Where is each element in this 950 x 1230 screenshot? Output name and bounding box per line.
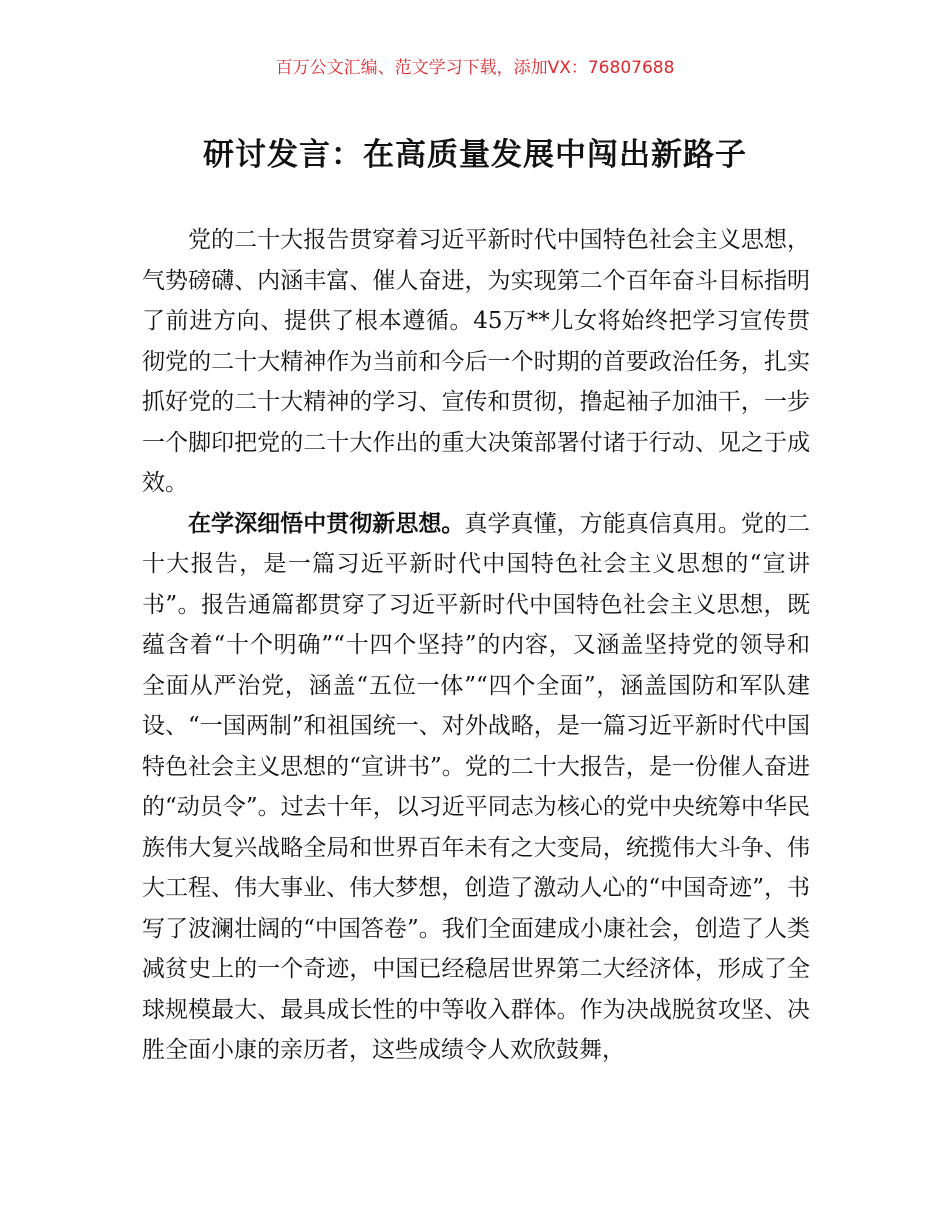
- header-banner: 百万公文汇编、范文学习下载，添加VX：76807688: [275, 58, 675, 78]
- paragraph-new-thought: [142, 504, 810, 1071]
- paragraph-new-thought-text: 真学真懂，方能真信真用。党的二十大报告，是一篇习近平新时代中国特色社会主义思想的“宣讲书”。报告通篇都贯穿了习近平新时代中国特色社会主义思想，既蕴含着“十个明确”“十四个坚持”的内容，又涵盖坚持党的领导和全面从严治党，涵盖“五位一体”“四个全面”，涵盖国防和军队建设、“一国两制”和祖国统一、对外战略，是一篇习近平新时代中国特色社会主义思想的“宣讲书”。党的二十大报告，是一份催人奋进的“动员令”。过去十年，以习近平同志为核心的党中央统筹中华民族伟大复兴战略全局和世界百年未有之大变局，统揽伟大斗争、伟大工程、伟大事业、伟大梦想，创造了激动人心的“中国奇迹”，书写了波澜壮阔的“中国答卷”。我们全面建成小康社会，创造了人类减贫史上的一个奇迹，中国已经稳居世界第二大经济体，形成了全球规模最大、最具成长性的中等收入群体。作为决战脱贫攻坚、决胜全面小康的亲历者，这些成绩令人欢欣鼓舞，: [142, 510, 811, 1063]
- paragraph-heading: 在学深细悟中贯彻新思想。: [188, 509, 465, 537]
- paragraph-intro-text: 党的二十大报告贯穿着习近平新时代中国特色社会主义思想，气势磅礴、内涵丰富、催人奋进，为实现第二个百年奋斗目标指明了前进方向、提供了根本遵循。45万**儿女将始终把学习宣传贯彻党的二十大精神作为当前和今后一个时期的首要政治任务，扎实抓好党的二十大精神的学习、宣传和贯彻，撸起袖子加油干，一步一个脚印把党的二十大作出的重大决策部署付诸于行动、见之于成效。: [142, 227, 810, 496]
- document-body: [142, 220, 810, 1071]
- paragraph-intro: [142, 220, 810, 504]
- document-title: 研讨发言：在高质量发展中闯出新路子: [203, 136, 747, 173]
